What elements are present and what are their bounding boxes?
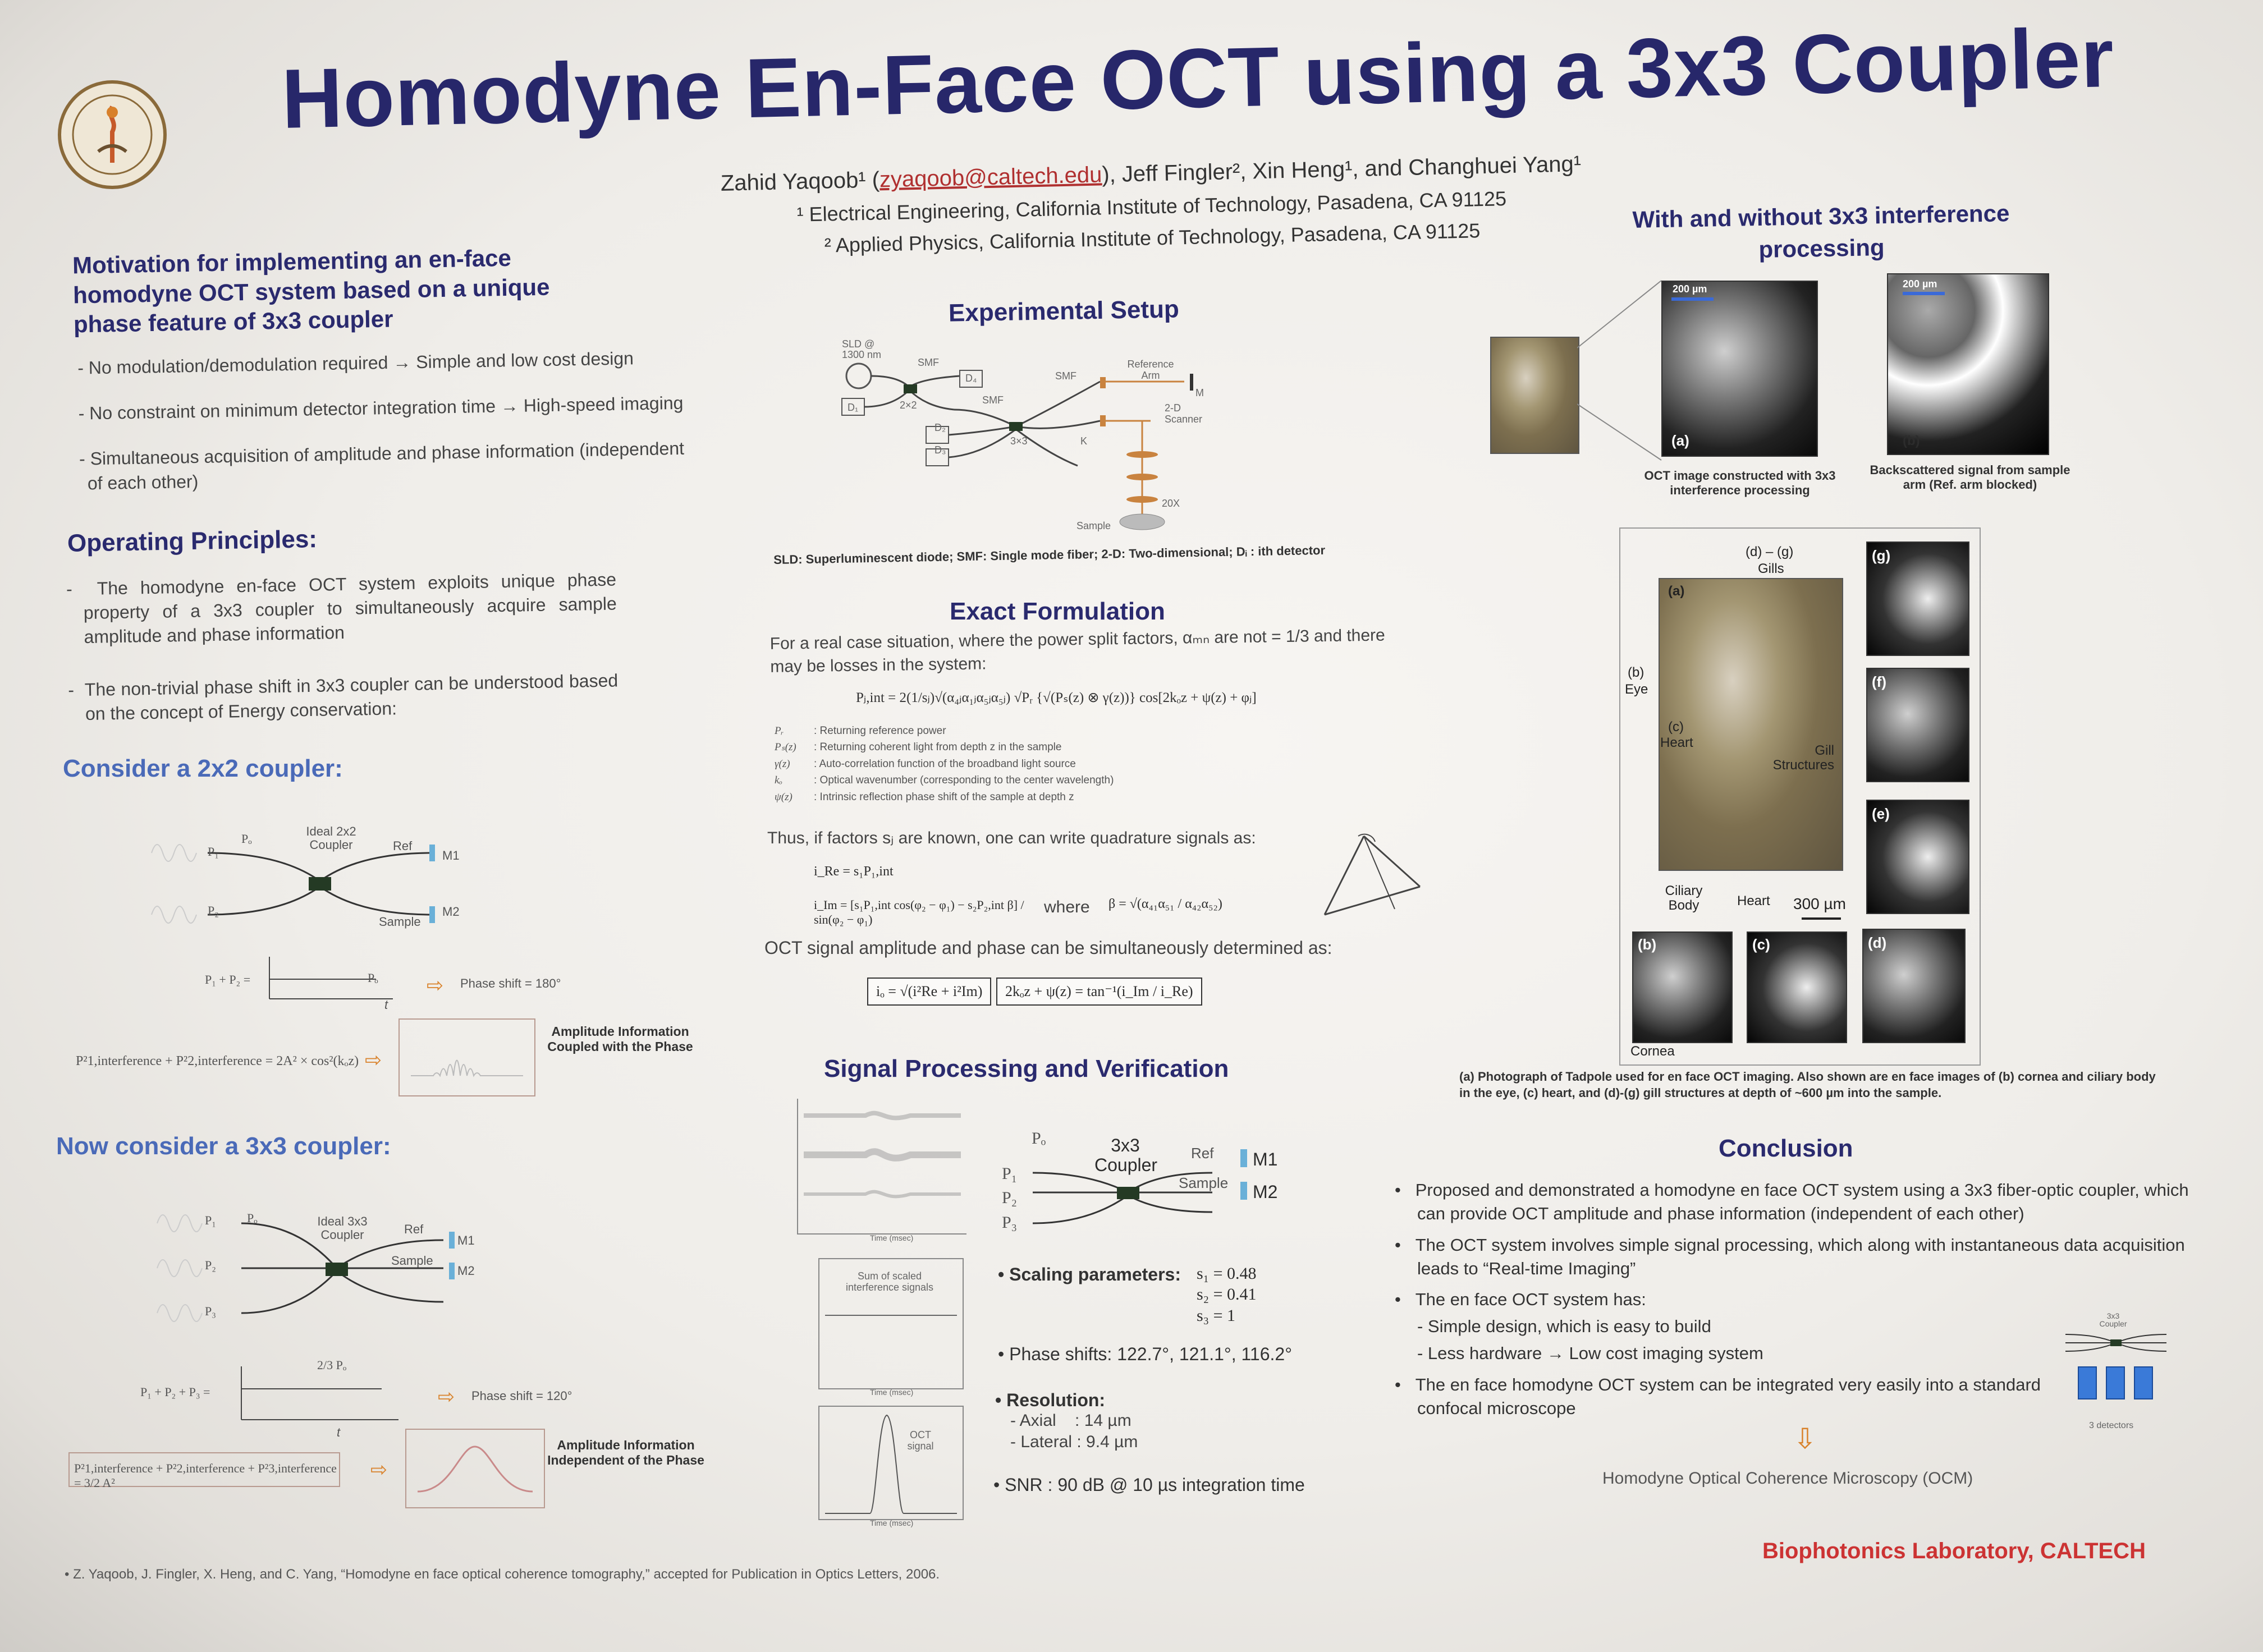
signal-s3: s₃ = 1	[1197, 1306, 1236, 1325]
conclusion-heading: Conclusion	[1719, 1135, 1853, 1162]
formulation-box1: iₒ = √(i²Re + i²Im)	[867, 978, 991, 1006]
c2-m1: M1	[442, 848, 460, 862]
c2-m2: M2	[442, 905, 460, 919]
c2-sum: P₁ + P₂ =	[205, 972, 251, 986]
detector-icon-3	[2134, 1366, 2153, 1399]
footer-lab: Biophotonics Laboratory, CALTECH	[1762, 1539, 2146, 1563]
c2-amp-plot	[398, 1018, 535, 1096]
c2-arrow2-icon: ⇨	[365, 1048, 382, 1071]
detector-icon-1	[2078, 1366, 2097, 1399]
scale-a: 200 µm	[1673, 283, 1707, 295]
affiliation-2: ² Applied Physics, California Institute of Technology, Pasadena, CA 91125	[824, 218, 1481, 257]
conclusion-item: • Proposed and demonstrated a homodyne en face OCT system using a 3x3 fiber-optic coupler, which can provide OCT amplitude and phase information (independent of each other)	[1395, 1180, 2189, 1223]
setup-d1: D₁	[848, 402, 859, 413]
caltech-seal-icon	[56, 79, 168, 191]
affiliation-1: ¹ Electrical Engineering, California Institute of Technology, Pasadena, CA 91125	[796, 187, 1507, 226]
footer-reference: • Z. Yaqoob, J. Fingler, X. Heng, and C. Yang, “Homodyne en face optical coherence tomography,” accepted for Publication in Optics Letters, 2006.	[65, 1567, 940, 1582]
motivation-item: - No modulation/demodulation required → Simple and low cost design	[77, 348, 634, 378]
with-without-heading: With and without 3x3 interference processing	[1632, 200, 2010, 263]
signal-coupler-label: 3x3 Coupler	[1094, 1135, 1158, 1176]
signal-snr: • SNR : 90 dB @ 10 µs integration time	[993, 1475, 1305, 1495]
tadpole-dg: (d) – (g)	[1746, 544, 1794, 559]
formulation-intro: For a real case situation, where the power split factors, αₘₙ are not = 1/3 and there may be losses in the system:	[769, 626, 1385, 676]
signal-ref: Ref	[1191, 1145, 1214, 1162]
signal-p3: P₃	[1002, 1213, 1018, 1232]
c2-ref: Ref	[393, 839, 413, 853]
c3-amp-info: Amplitude Information Independent of the Phase	[547, 1438, 704, 1467]
operating-heading: Operating Principles:	[67, 525, 318, 557]
formulation-heading: Exact Formulation	[950, 598, 1165, 625]
formulation-quad-text: Thus, if factors sⱼ are known, one can write quadrature signals as:	[767, 829, 1256, 847]
signal-s2: s₂ = 0.41	[1197, 1285, 1257, 1304]
c2-p2: P₂	[208, 903, 219, 917]
signal-time-label-3: Time (msec)	[870, 1518, 914, 1527]
setup-sld: SLD @ 1300 nm	[842, 338, 882, 360]
formulation-iim: i_Im = [s₁P₁,int cos(φ₂ − φ₁) − s₂P₂,int β] / sin(φ₂ − φ₁)	[814, 898, 1024, 926]
conclusion-coupler-small: 3x3 Coupler	[2099, 1311, 2127, 1328]
detector-icon-2	[2106, 1366, 2125, 1399]
conclusion-item: • The en face homodyne OCT system can be integrated very easily into a standard confocal microscope	[1395, 1374, 2041, 1418]
zoom-lines	[1577, 275, 1667, 471]
c2-arrow-icon: ⇨	[427, 974, 444, 997]
setup-3x3: 3×3	[1010, 435, 1028, 447]
tadpole-heart-c: (c)	[1668, 719, 1684, 735]
phasor-diagram	[1308, 825, 1437, 926]
signal-m2: M2	[1253, 1182, 1278, 1202]
c2-t: t	[384, 998, 388, 1012]
tadpole-a: (a)	[1668, 584, 1685, 599]
setup-smf2: SMF	[982, 394, 1004, 406]
scale-b: 200 µm	[1903, 278, 1937, 290]
motivation-item: - Simultaneous acquisition of amplitude and phase information (independent of each other)	[79, 438, 685, 493]
signal-sum-label: Sum of scaled interference signals	[845, 1270, 934, 1293]
signal-m1-icon	[1240, 1149, 1247, 1167]
tadpole-eye-b: (b)	[1628, 665, 1644, 680]
formulation-box2: 2kₒz + ψ(z) = tan⁻¹(i_Im / i_Re)	[996, 978, 1202, 1006]
c2-sum-axis	[264, 954, 398, 1004]
tadpole-photo	[1659, 578, 1843, 871]
signal-plot-3	[818, 1406, 964, 1520]
setup-d4: D₄	[965, 373, 977, 384]
conclusion-sub: - Simple design, which is easy to build	[1417, 1316, 1711, 1337]
setup-smf1: SMF	[918, 357, 939, 368]
tadpole-c: (c)	[1752, 936, 1770, 953]
setup-scanner: 2-D Scanner	[1165, 402, 1203, 425]
c3-t: t	[337, 1425, 341, 1439]
c3-p2: P₂	[205, 1258, 216, 1272]
motivation-item: - No constraint on minimum detector integration time → High-speed imaging	[78, 392, 684, 424]
c2-po: Pₒ	[241, 832, 252, 846]
def-row: γ(z) : Auto-correlation function of the broadband light source	[775, 758, 1076, 770]
conclusion-detectors: 3 detectors	[2089, 1421, 2134, 1430]
oct-image-b	[1887, 273, 2049, 455]
c3-po: Pₒ	[247, 1211, 258, 1225]
tadpole-thumb-image	[1490, 337, 1579, 454]
authors-block	[617, 144, 1685, 266]
operating-item: - The homodyne en-face OCT system exploits unique phase property of a 3x3 coupler to simultaneously acquire sample amplitude and phase information	[66, 569, 617, 648]
c3-sum-axis	[236, 1364, 404, 1425]
coupler3x3-heading: Now consider a 3x3 coupler:	[56, 1132, 391, 1160]
label-b: (b)	[1903, 433, 1920, 448]
c3-amp-plot	[405, 1429, 545, 1508]
oct-image-a	[1661, 281, 1818, 457]
c3-phase-shift: Phase shift = 120°	[471, 1389, 572, 1403]
signal-m1: M1	[1253, 1149, 1278, 1169]
signal-m2-icon	[1240, 1182, 1247, 1200]
label-a: (a)	[1671, 432, 1689, 449]
formulation-ire: i_Re = s₁P₁,int	[814, 864, 894, 879]
conclusion-down-arrow-icon: ⇩	[1793, 1423, 1817, 1454]
formulation-beta: β = √(α₄₁α₅₁ / α₄₂α₅₂)	[1108, 897, 1222, 911]
signal-resolution: • Resolution:	[995, 1390, 1106, 1410]
operating-item: - The non-trivial phase shift in 3x3 coupler can be understood based on the concept of Energy conservation:	[67, 670, 619, 724]
formulation-amp-phase-text: OCT signal amplitude and phase can be simultaneously determined as:	[764, 938, 1332, 958]
signal-sample: Sample	[1179, 1174, 1229, 1191]
setup-20x: 20X	[1162, 498, 1180, 509]
c3-arrow2-icon: ⇨	[370, 1458, 388, 1481]
tadpole-eye: Eye	[1625, 682, 1648, 697]
conclusion-item: • The en face OCT system has:	[1395, 1290, 1646, 1310]
c2-phase-shift: Phase shift = 180°	[460, 976, 561, 990]
c2-amp-info: Amplitude Information Coupled with the Phase	[547, 1024, 693, 1054]
tadpole-d: (d)	[1868, 934, 1887, 951]
setup-heading: Experimental Setup	[948, 295, 1180, 327]
caption-b: Backscattered signal from sample arm (Ref. arm blocked)	[1870, 463, 2070, 492]
signal-time-label-2: Time (msec)	[870, 1388, 914, 1397]
tadpole-cornea: Cornea	[1630, 1044, 1675, 1059]
signal-p2: P₂	[1002, 1188, 1018, 1207]
signal-time-label-1: Time (msec)	[870, 1233, 914, 1242]
formulation-where: where	[1044, 898, 1090, 916]
c2-sample: Sample	[379, 915, 421, 929]
signal-p1: P₁	[1002, 1164, 1018, 1183]
formulation-defs	[775, 723, 1224, 805]
formulation-main-eq: Pⱼ,int = 2(1/sⱼ)√(α₄ⱼα₁ⱼα₅ⱼα₅ⱼ) √Pᵣ {√(Pₛ(z) ⊗ γ(z))} cos[2kₒz + ψ(z) + φⱼ]	[856, 690, 1257, 705]
c3-sum: P₁ + P₂ + P₃ =	[140, 1385, 210, 1399]
tadpole-b: (b)	[1638, 936, 1657, 953]
def-row: ψ(z) : Intrinsic reflection phase shift of the sample at depth z	[775, 791, 1074, 803]
scale-bar-a	[1671, 297, 1714, 301]
operating-list	[66, 567, 619, 726]
setup-2x2: 2×2	[900, 400, 917, 411]
setup-m: M	[1195, 387, 1204, 398]
def-row: Pᵣ : Returning reference power	[775, 725, 946, 737]
signal-scaling-label: • Scaling parameters:	[998, 1264, 1181, 1284]
c2-p1: P₁	[208, 845, 219, 859]
setup-d2: D₂	[934, 422, 946, 433]
setup-smf3: SMF	[1055, 370, 1076, 382]
tadpole-e: (e)	[1872, 805, 1890, 822]
setup-k: K	[1080, 435, 1088, 447]
tadpole-gill-structures: Gill Structures	[1772, 743, 1834, 773]
c3-p3: P₃	[205, 1304, 216, 1318]
c3-sample: Sample	[391, 1254, 433, 1268]
c3-equation: P²1,interference + P²2,interference + P²3,interference = 3/2 A²	[74, 1461, 337, 1490]
poster-title: Homodyne En-Face OCT using a 3x3 Coupler	[281, 10, 2115, 146]
c3-m1: M1	[457, 1233, 475, 1247]
signal-plot-1	[797, 1099, 966, 1235]
def-row: kₒ : Optical wavenumber (corresponding to the center wavelength)	[775, 774, 1114, 787]
c3-p1: P₁	[205, 1213, 216, 1227]
setup-sample: Sample	[1076, 520, 1111, 531]
setup-caption: SLD: Superluminescent diode; SMF: Single mode fiber; 2-D: Two-dimensional; Dᵢ : ith detector	[773, 543, 1326, 567]
tadpole-scale-bar	[1802, 917, 1841, 920]
setup-d3: D₃	[934, 444, 946, 456]
tadpole-scale: 300 µm	[1793, 895, 1846, 912]
author-rest: ), Jeff Fingler², Xin Heng¹, and Changhuei Yang¹	[1101, 152, 1582, 187]
tadpole-heart: Heart	[1660, 735, 1693, 750]
c3-arrow-icon: ⇨	[438, 1385, 455, 1408]
tadpole-f: (f)	[1872, 673, 1886, 690]
setup-ref-arm: Reference Arm	[1127, 359, 1174, 381]
c3-coupler-label: Ideal 3x3 Coupler	[317, 1214, 368, 1242]
conclusion-coupler-icon	[2063, 1329, 2169, 1357]
caption-a: OCT image constructed with 3x3 interference processing	[1644, 469, 1836, 497]
motivation-list	[77, 345, 697, 495]
author-email-link[interactable]: zyaqoob@caltech.edu	[879, 162, 1102, 192]
conclusion-sub: - Less hardware → Low cost imaging system	[1417, 1343, 1763, 1364]
tadpole-ciliary: Ciliary Body	[1665, 883, 1703, 914]
c3-m2: M2	[457, 1264, 475, 1278]
signal-po: Pₒ	[1032, 1129, 1046, 1148]
c2-equation: P²1,interference + P²2,interference = 2A² × cos²(kₒz)	[76, 1054, 359, 1068]
tadpole-heart2: Heart	[1737, 893, 1770, 908]
conclusion-ocm: Homodyne Optical Coherence Microscopy (OCM)	[1602, 1469, 1973, 1488]
c3-ref: Ref	[404, 1222, 424, 1236]
def-row: Pₛ(z) : Returning coherent light from depth z in the sample	[775, 741, 1062, 754]
author-first: Zahid Yaqoob¹ (	[720, 167, 880, 196]
conclusion-item: • The OCT system involves simple signal processing, which along with instantaneous data acquisition leads to “Real-time Imaging”	[1395, 1235, 2185, 1278]
tadpole-g: (g)	[1872, 547, 1891, 564]
signal-heading: Signal Processing and Verification	[824, 1055, 1229, 1082]
signal-axial: - Axial : 14 µm	[1010, 1411, 1132, 1430]
signal-phase-shifts: • Phase shifts: 122.7°, 121.1°, 116.2°	[998, 1344, 1292, 1364]
motivation-heading: Motivation for implementing an en-face homodyne OCT system based on a unique phase feature of 3x3 coupler	[72, 244, 550, 338]
c2-sum-po: Pₒ	[368, 971, 378, 985]
coupler2x2-heading: Consider a 2x2 coupler:	[63, 755, 343, 782]
tadpole-caption: (a) Photograph of Tadpole used for en face OCT imaging. Also shown are en face images of (b) cornea and ciliary body in the eye, (c) heart, and (d)-(g) gill structures at depth of ~600 µm into the sample.	[1459, 1070, 2156, 1100]
signal-oct-label: OCT signal	[907, 1429, 934, 1452]
tadpole-gills: Gills	[1758, 561, 1784, 576]
signal-lateral: - Lateral : 9.4 µm	[1010, 1433, 1138, 1451]
signal-s1: s₁ = 0.48	[1197, 1264, 1257, 1283]
c3-frac: 2/3 Pₒ	[317, 1358, 347, 1372]
c2-coupler-label: Ideal 2x2 Coupler	[306, 824, 356, 852]
scale-bar-b	[1903, 292, 1945, 295]
